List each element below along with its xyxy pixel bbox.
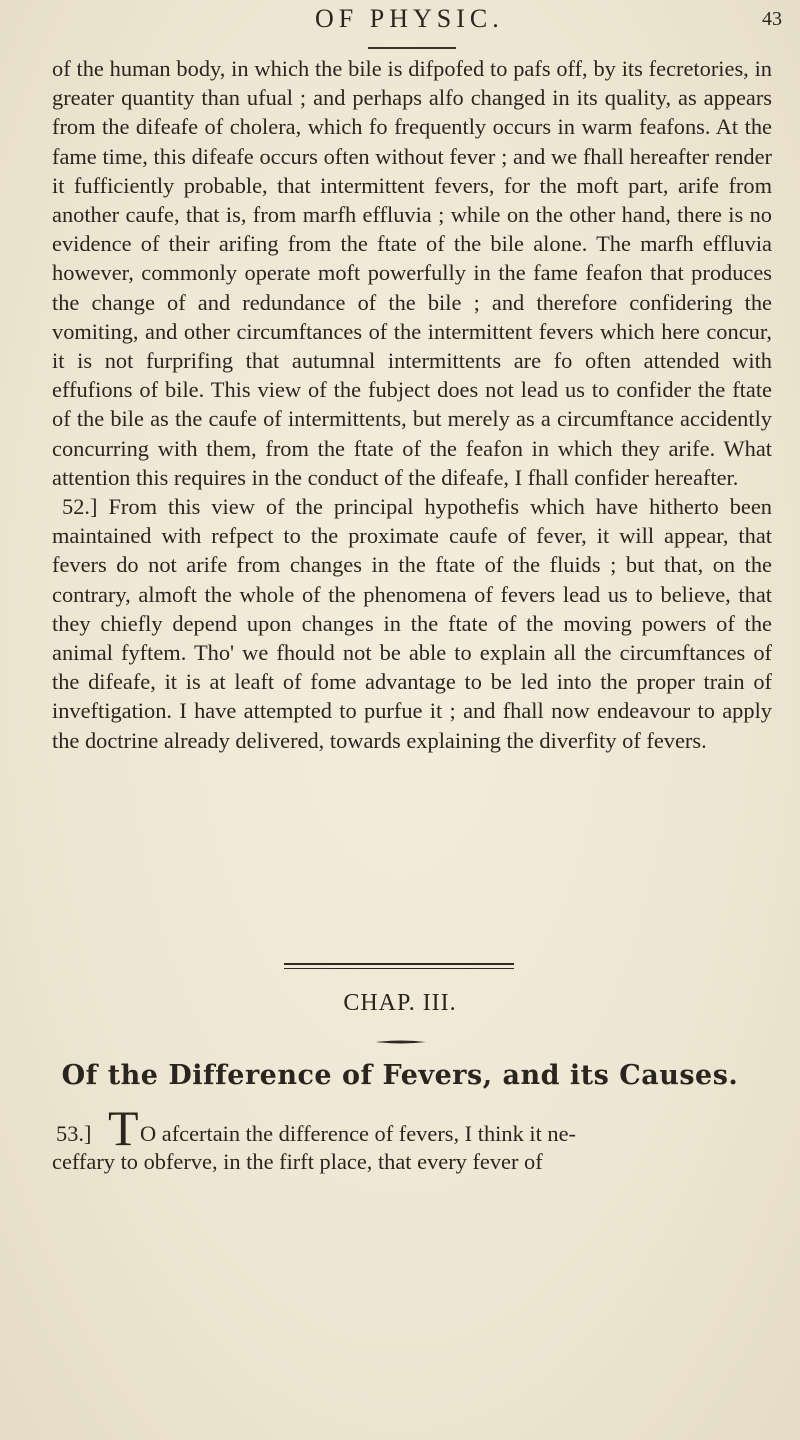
header-rule [368, 47, 456, 49]
running-title: OF PHYSIC. [315, 4, 504, 33]
section-first-line-text: O afcertain the difference of fevers, I think it ne- [140, 1121, 576, 1146]
section-first-line [48, 1100, 772, 1156]
body-text [52, 54, 772, 755]
chapter-label: CHAP. III. [343, 990, 457, 1016]
section-second-line: ceffary to obferve, in the firft place, that every fever of [52, 1149, 543, 1174]
running-head [0, 4, 800, 44]
section-number: 53.] [56, 1121, 92, 1146]
divider-rule-thin [284, 968, 514, 969]
chapter-divider [284, 963, 514, 972]
divider-rule-thick [284, 963, 514, 965]
drop-cap: T [108, 1100, 139, 1156]
paragraph-52: 52.] From this view of the principal hypothefis which have hitherto been maintained with refpect to the proximate caufe of fever, it will appear, that fevers do not arife from changes in the ftate of the fluids ; but that, on the contrary, almoft the whole of the phenomena of fevers lead us to believe, that they chiefly depend upon changes in the ftate of the moving powers of the animal fyftem. Tho' we fhould not be able to explain all the circumftances of the difeafe, it is at leaft of fome advantage to be led into the proper train of inveftigation. I have attempted to purfue it ; and fhall now endeavour to apply the doctrine already delivered, towards explaining the diverfity of fevers. [52, 494, 772, 753]
page-number: 43 [762, 8, 782, 30]
paragraph-continued: of the human body, in which the bile is difpofed to pafs off, by its fecretories, in greater quantity than ufual ; and perhaps alfo changed in its quality, as appears from the difeafe of cholera, which fo frequently occurs in warm feafons. At the fame time, this difeafe occurs often without fever ; and we fhall hereafter render it fufficiently probable, that intermittent fevers, for the moft part, arife from another caufe, that is, from marfh effluvia ; while on the other hand, there is no evidence of their arifing from the ftate of the bile alone. The marfh effluvia however, commonly operate moft powerfully in the fame feafon that produces the change of and redundance of the bile ; and therefore confidering the vomiting, and other circumftances of the intermittent fevers which here concur, it is not furprifing that autumnal intermittents are fo often attended with effufions of bile. This view of the fubject does not lead us to confider the ftate of the bile as the caufe of intermittents, but merely as a circumftance accidently concurring with them, from the ftate of the feafon in which they arife. What attention this requires in the conduct of the difeafe, I fhall confider hereafter. [52, 56, 772, 490]
section-53 [48, 1100, 772, 1174]
chapter-title: Of the Difference of Fevers, and its Causes. [61, 1060, 739, 1091]
ornament-rule [376, 1040, 426, 1044]
